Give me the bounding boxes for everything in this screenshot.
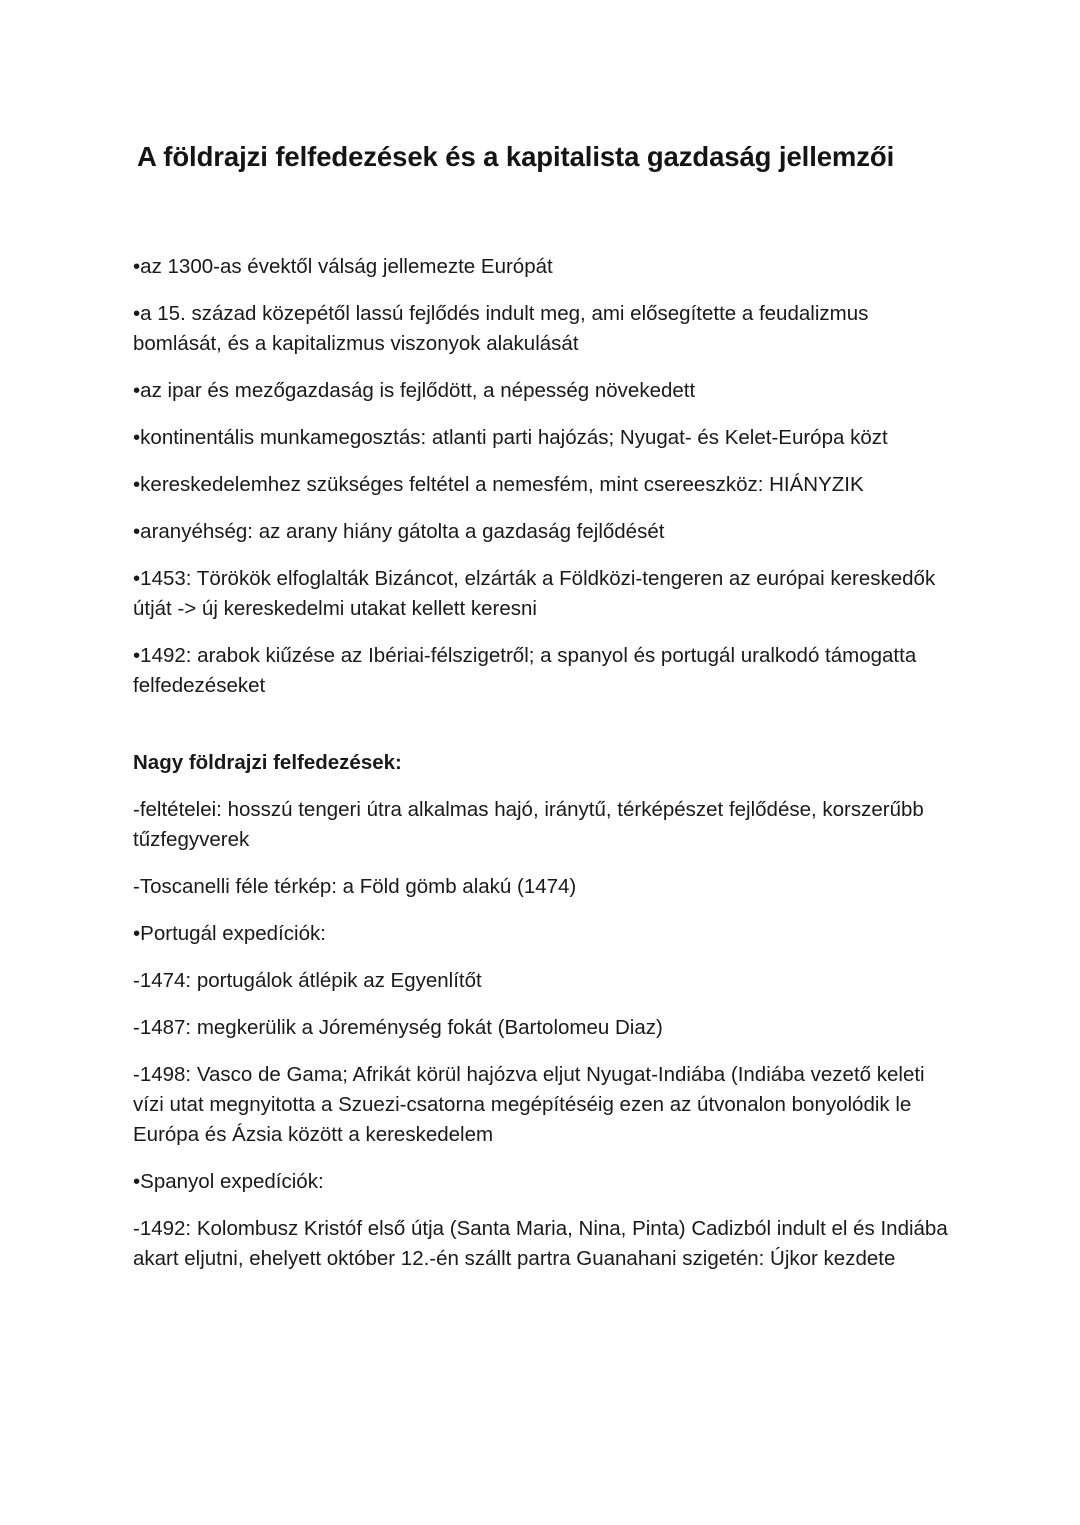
body-paragraph: •1453: Törökök elfoglalták Bizáncot, elzárták a Földközi-tengeren az európai kereskedők útját -> új kereskedelmi utakat kellett keresni bbox=[133, 567, 936, 620]
body-paragraph: -1487: megkerülik a Jóreménység fokát (Bartolomeu Diaz) bbox=[133, 1016, 663, 1039]
body-paragraph: •Portugál expedíciók: bbox=[133, 922, 326, 945]
page-title: A földrajzi felfedezések és a kapitalista gazdaság jellemzői bbox=[137, 141, 895, 172]
body-paragraph: •kereskedelemhez szükséges feltétel a nemesfém, mint csereeszköz: HIÁNYZIK bbox=[133, 473, 864, 496]
body-paragraph: -1492: Kolombusz Kristóf első útja (Santa Maria, Nina, Pinta) Cadizból indult el és Indiába akart eljutni, ehelyett október 12.-én szállt partra Guanahani szigetén: Újkor kezdete bbox=[133, 1217, 948, 1270]
document-content bbox=[133, 140, 948, 1291]
body-paragraph: •az ipar és mezőgazdaság is fejlődött, a népesség növekedett bbox=[133, 379, 696, 402]
paragraph-spacer bbox=[133, 718, 948, 748]
body-paragraph: •az 1300-as évektől válság jellemezte Európát bbox=[133, 255, 553, 278]
section-heading: Nagy földrajzi felfedezések: bbox=[133, 751, 402, 774]
document-body bbox=[133, 252, 948, 1274]
body-paragraph: -1474: portugálok átlépik az Egyenlítőt bbox=[133, 969, 482, 992]
body-paragraph: -1498: Vasco de Gama; Afrikát körül hajózva eljut Nyugat-Indiába (Indiába vezető keleti vízi utat megnyitotta a Szuezi-csatorna megépítéséig ezen az útvonalon bonyolódik le Európa és Ázsia között a kereskedelem bbox=[133, 1063, 925, 1146]
body-paragraph: -feltételei: hosszú tengeri útra alkalmas hajó, iránytű, térképészet fejlődése, korszerűbb tűzfegyverek bbox=[133, 798, 924, 851]
body-paragraph: •aranyéhség: az arany hiány gátolta a gazdaság fejlődését bbox=[133, 520, 665, 543]
body-paragraph: •a 15. század közepétől lassú fejlődés indult meg, ami elősegítette a feudalizmus bomlását, és a kapitalizmus viszonyok alakulását bbox=[133, 302, 869, 355]
body-paragraph: •kontinentális munkamegosztás: atlanti parti hajózás; Nyugat- és Kelet-Európa közt bbox=[133, 426, 888, 449]
body-paragraph: •Spanyol expedíciók: bbox=[133, 1170, 324, 1193]
body-paragraph: -Toscanelli féle térkép: a Föld gömb alakú (1474) bbox=[133, 875, 577, 898]
body-paragraph: •1492: arabok kiűzése az Ibériai-félszigetről; a spanyol és portugál uralkodó támogatta felfedezéseket bbox=[133, 644, 917, 697]
